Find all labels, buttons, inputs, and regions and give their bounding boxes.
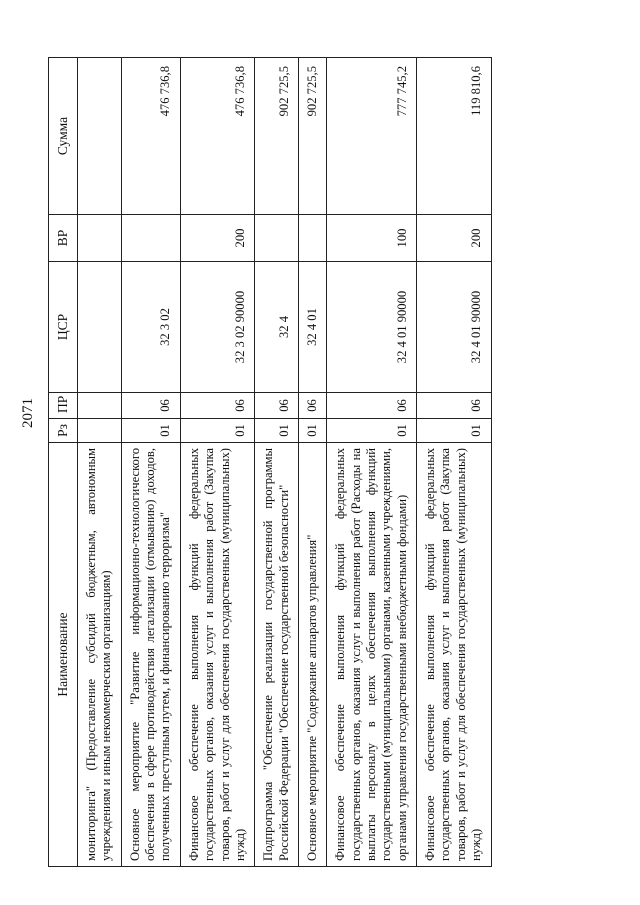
table-row — [78, 58, 122, 867]
row-pr: 06 — [298, 393, 326, 419]
row-rz: 01 — [327, 419, 417, 443]
row-sum: 476 736,8 — [180, 58, 254, 215]
row-pr: 06 — [121, 393, 180, 419]
header-row — [49, 58, 78, 867]
page-number: 2071 — [20, 398, 36, 428]
row-pr: 06 — [180, 393, 254, 419]
row-csr: 32 4 01 90000 — [417, 262, 491, 393]
row-pr: 06 — [255, 393, 299, 419]
row-vr: 100 — [327, 215, 417, 262]
row-sum: 119 810,6 — [417, 58, 491, 215]
row-name: Основное мероприятие "Развитие информационно-технологического обеспечения в сфере противодействия легализации (отмыванию) доходов, полученных преступным путем, и финансированию терроризма" — [121, 443, 180, 867]
row-rz: 01 — [417, 419, 491, 443]
row-name: Финансовое обеспечение выполнения функций федеральных государственных органов, оказания услуг и выполнения работ (Расходы на выплаты персоналу в целях обеспечения выполнения функций государственными (муниципальными) органами, казенными учреждениями, органами управления государственными внебюджетными фондами) — [327, 443, 417, 867]
table-row — [180, 58, 254, 867]
budget-table — [48, 57, 492, 867]
row-sum: 902 725,5 — [298, 58, 326, 215]
header-vr: ВР — [49, 215, 78, 262]
table-row — [298, 58, 326, 867]
row-csr: 32 3 02 — [121, 262, 180, 393]
row-name: Подпрограмма "Обеспечение реализации государственной программы Российской Федерации "Обеспечение государственной безопасности" — [255, 443, 299, 867]
row-vr: 200 — [417, 215, 491, 262]
table-row — [121, 58, 180, 867]
row-csr: 32 4 01 90000 — [327, 262, 417, 393]
table-row — [417, 58, 491, 867]
row-rz: 01 — [121, 419, 180, 443]
header-rz: Рз — [49, 419, 78, 443]
header-pr: ПР — [49, 393, 78, 419]
rotated-table-area — [48, 58, 583, 867]
row-vr — [78, 215, 122, 262]
row-pr — [78, 393, 122, 419]
row-vr — [121, 215, 180, 262]
row-rz: 01 — [298, 419, 326, 443]
row-csr: 32 3 02 90000 — [180, 262, 254, 393]
row-csr: 32 4 — [255, 262, 299, 393]
header-sum: Сумма — [49, 58, 78, 215]
row-sum: 902 725,5 — [255, 58, 299, 215]
row-csr — [78, 262, 122, 393]
row-csr: 32 4 01 — [298, 262, 326, 393]
table-row — [255, 58, 299, 867]
row-sum: 777 745,2 — [327, 58, 417, 215]
row-rz: 01 — [180, 419, 254, 443]
header-csr: ЦСР — [49, 262, 78, 393]
row-name: Основное мероприятие "Содержание аппаратов управления" — [298, 443, 326, 867]
row-sum: 476 736,8 — [121, 58, 180, 215]
row-rz — [78, 419, 122, 443]
row-pr: 06 — [327, 393, 417, 419]
table-row — [327, 58, 417, 867]
row-vr: 200 — [180, 215, 254, 262]
row-vr — [298, 215, 326, 262]
row-pr: 06 — [417, 393, 491, 419]
row-name: мониторинга" (Предоставление субсидий бюджетным, автономным учреждениям и иным некоммерческим организациям) — [78, 443, 122, 867]
row-name: Финансовое обеспечение выполнения функций федеральных государственных органов, оказания услуг и выполнения работ (Закупка товаров, работ и услуг для обеспечения государственных (муниципальных) нужд) — [417, 443, 491, 867]
header-name: Наименование — [49, 443, 78, 867]
row-rz: 01 — [255, 419, 299, 443]
row-sum — [78, 58, 122, 215]
row-vr — [255, 215, 299, 262]
row-name: Финансовое обеспечение выполнения функций федеральных государственных органов, оказания услуг и выполнения работ (Закупка товаров, работ и услуг для обеспечения государственных (муниципальных) нужд) — [180, 443, 254, 867]
